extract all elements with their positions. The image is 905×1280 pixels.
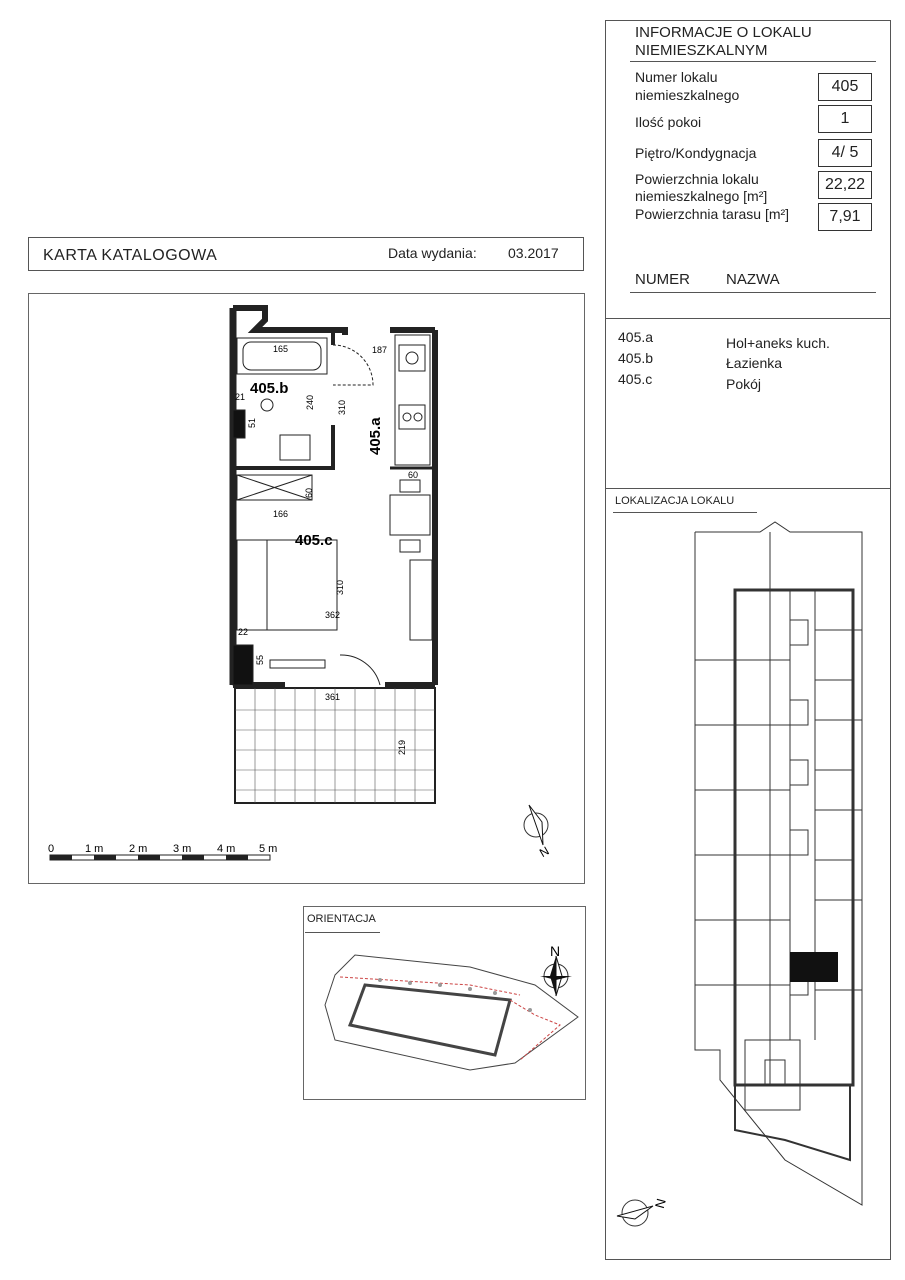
- room-label-a: 405.a: [367, 417, 384, 455]
- info-value-area: 22,22: [818, 171, 872, 199]
- dim-22: 22: [238, 627, 249, 637]
- info-value-rooms: 1: [818, 105, 872, 133]
- info-label-area-2: niemieszkalnego [m²]: [635, 188, 768, 204]
- scale-tick-5: 5 m: [259, 843, 278, 855]
- location-compass-letter: N: [651, 1196, 669, 1210]
- room-label-c: 405.c: [295, 532, 333, 549]
- location-unit-highlight: [790, 952, 838, 982]
- dim-240: 240: [305, 394, 315, 410]
- room-name-a: Hol+aneks kuch.: [726, 335, 830, 351]
- room-label-b: 405.b: [250, 380, 289, 397]
- info-label-terrace: Powierzchnia tarasu [m²]: [635, 206, 790, 222]
- floor-plan: [225, 300, 445, 815]
- info-title-line1: INFORMACJE O LOKALU: [635, 24, 812, 41]
- dim-187: 187: [372, 345, 388, 355]
- dim-310-c: 310: [335, 579, 345, 595]
- info-title-line2: NIEMIESZKALNYM: [635, 42, 768, 59]
- dim-55: 55: [255, 654, 265, 665]
- info-label-area-1: Powierzchnia lokalu: [635, 171, 759, 187]
- issue-date-value: 03.2017: [508, 245, 559, 261]
- dim-219: 219: [397, 739, 407, 755]
- room-number-b: 405.b: [618, 350, 654, 366]
- orientation-compass-icon: [535, 942, 580, 1000]
- scale-bar: [45, 840, 295, 864]
- issue-date-label: Data wydania:: [388, 245, 477, 261]
- info-value-terrace: 7,91: [818, 203, 872, 231]
- location-title: LOKALIZACJA LOKALU: [615, 495, 735, 507]
- info-value-number: 405: [818, 73, 872, 101]
- orientation-compass-letter: N: [550, 943, 561, 959]
- room-number-a: 405.a: [618, 329, 654, 345]
- dim-362: 362: [325, 610, 341, 620]
- dim-165: 165: [273, 344, 289, 354]
- info-label-number-1: Numer lokalu: [635, 69, 718, 85]
- col-name-header: NAZWA: [726, 271, 780, 288]
- room-number-c: 405.c: [618, 371, 653, 387]
- info-label-rooms: Ilość pokoi: [635, 114, 702, 130]
- info-label-number-2: niemieszkalnego: [635, 87, 740, 103]
- col-number-header: NUMER: [635, 271, 690, 288]
- room-name-b: Łazienka: [726, 355, 783, 371]
- info-label-floor: Piętro/Kondygnacja: [635, 145, 757, 161]
- dim-51: 51: [247, 417, 257, 428]
- dim-60-b: 60: [408, 470, 419, 480]
- plan-compass-letter: N: [537, 843, 552, 860]
- location-site-plan: [690, 520, 870, 1220]
- dim-310-a: 310: [337, 399, 347, 415]
- dim-166: 166: [273, 509, 289, 519]
- orientation-title: ORIENTACJA: [307, 913, 376, 925]
- scale-tick-3: 3 m: [173, 843, 192, 855]
- info-value-floor: 4/ 5: [818, 139, 872, 167]
- catalog-title: KARTA KATALOGOWA: [43, 247, 218, 264]
- plan-compass-icon: [514, 800, 564, 860]
- scale-tick-0: 0: [48, 843, 55, 855]
- dim-361: 361: [325, 692, 341, 702]
- scale-tick-2: 2 m: [129, 843, 148, 855]
- room-name-c: Pokój: [726, 376, 762, 392]
- dim-60-a: 60: [304, 487, 314, 498]
- scale-tick-4: 4 m: [217, 843, 236, 855]
- scale-tick-1: 1 m: [85, 843, 104, 855]
- dim-21: 21: [235, 392, 246, 402]
- location-compass-icon: [615, 1188, 675, 1238]
